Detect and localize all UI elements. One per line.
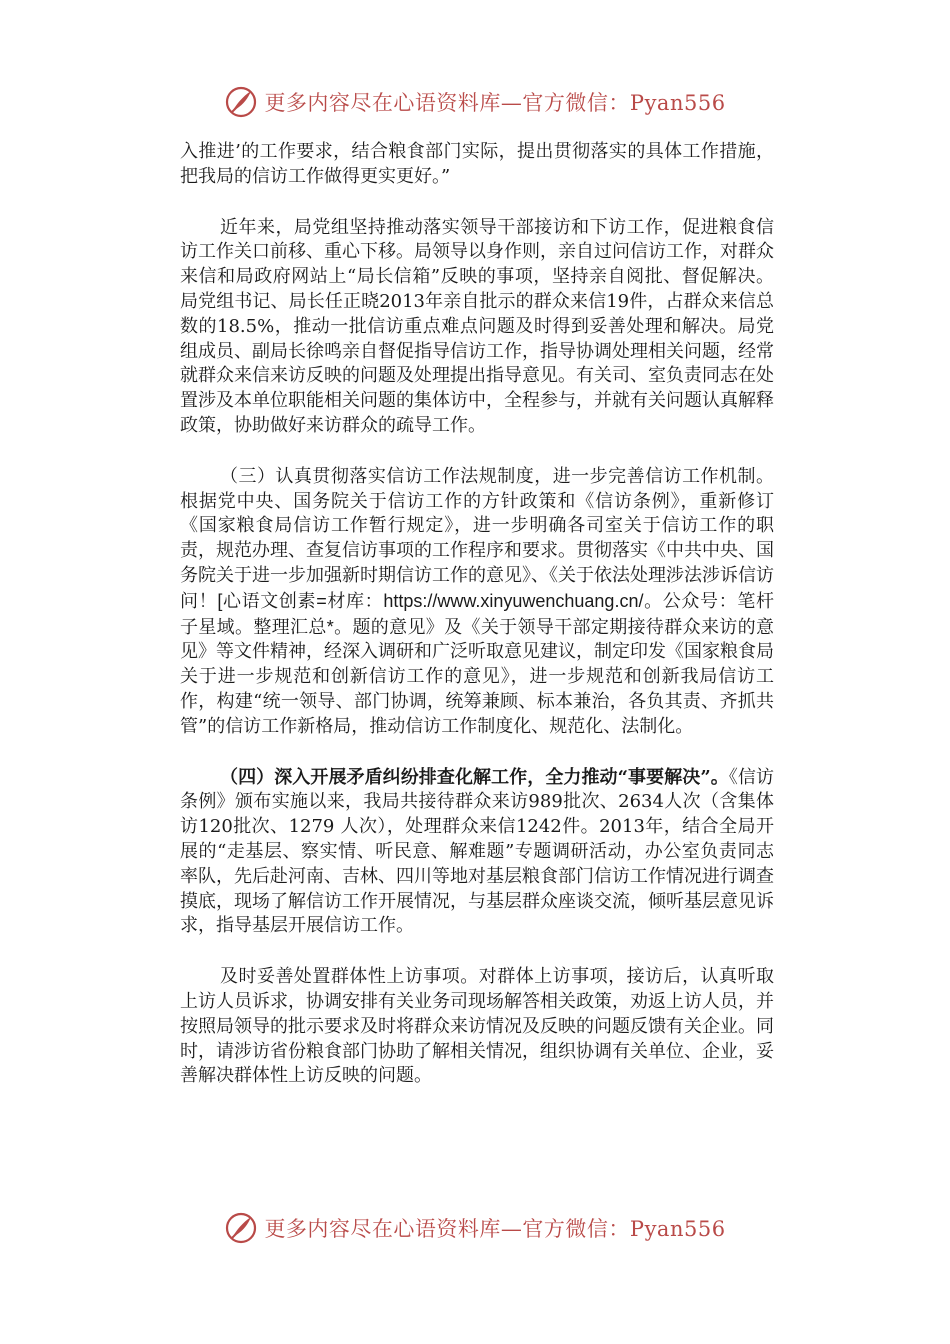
footer-banner bbox=[0, 1208, 950, 1248]
section-three-text-c: 题的意见》及《关于领导干部定期接待群众来访的意见》等文件精神，经深入调研和广泛听取意见建议，制定印发《国家粮食局关于进一步规范和创新信访工作的意见》，进一步规范和创新我局信访工作，构建“统一领导、部门协调，统筹兼顾、标本兼治，各负其责、齐抓共管”的信访工作新格局，推动信访工作制度化、规范化、法制化。 bbox=[180, 616, 774, 737]
header-banner-text: 更多内容尽在心语资料库—官方微信：Pyan556 bbox=[264, 91, 726, 115]
section-four-text: 《信访条例》颁布实施以来，我局共接待群众来访989批次、2634人次（含集体访120批次、1279 人次），处理群众来信1242件。2013年，结合全局开展的“走基层、察实情、听民意、解难题”专题调研活动，办公室负责同志率队，先后赴河南、吉林、四川等地对基层粮食部门信访工作情况进行调查摸底，现场了解信访工作开展情况，与基层群众座谈交流，倾听基层意见诉求，指导基层开展信访工作。 bbox=[180, 766, 774, 937]
paragraph-section-four bbox=[180, 766, 774, 940]
paragraph-section-three bbox=[180, 465, 774, 740]
quill-pen-logo-icon bbox=[224, 85, 258, 119]
paragraph-group-petition: 及时妥善处置群体性上访事项。对群体上访事项，接访后，认真听取上访人员诉求，协调安排有关业务司现场解答相关政策，劝返上访人员，并按照局领导的批示要求及时将群众来访情况及反映的问题反馈有关企业。同时，请涉访省份粮食部门协助了解相关情况，组织协调有关单位、企业，妥善解决群体性上访反映的问题。 bbox=[180, 966, 774, 1087]
header-banner-inner bbox=[224, 85, 725, 119]
section-three-source-note: [心语文创素=材库：https://www.xinyuwenchuang.cn/。公众号：笔杆子星域。整理汇总*。 bbox=[180, 590, 775, 637]
section-four-heading: （四）深入开展矛盾纠纷排查化解工作，全力推动“事要解决”。 bbox=[220, 766, 729, 788]
paragraph-continuation: 入推进’的工作要求，结合粮食部门实际，提出贯彻落实的具体工作措施，把我局的信访工作做得更实更好。” bbox=[180, 141, 774, 187]
document-body bbox=[180, 140, 774, 1115]
section-three-text-a: （三）认真贯彻落实信访工作法规制度，进一步完善信访工作机制。根据党中央、国务院关于信访工作的方针政策和《信访条例》，重新修订《国家粮食局信访工作暂行规定》，进一步明确各司室关于信访工作的职责，规范办理、查复信访事项的工作程序和要求。贯彻落实《中共中央、国务院关于进一步加强新时期信访工作的意见》、《关于依法处理涉法涉诉信访问！ bbox=[180, 465, 774, 612]
footer-banner-text: 更多内容尽在心语资料库—官方微信：Pyan556 bbox=[264, 1217, 726, 1241]
header-banner bbox=[0, 82, 950, 122]
quill-pen-logo-icon bbox=[224, 1211, 258, 1245]
paragraph-leader-reception: 近年来，局党组坚持推动落实领导干部接访和下访工作，促进粮食信访工作关口前移、重心下移。局领导以身作则，亲自过问信访工作，对群众来信和局政府网站上“局长信箱”反映的事项，坚持亲自阅批、督促解决。局党组书记、局长任正晓2013年亲自批示的群众来信19件，占群众来信总数的18.5%，推动一批信访重点难点问题及时得到妥善处理和解决。局党组成员、副局长徐鸣亲自督促指导信访工作，指导协调处理相关问题，经常就群众来信来访反映的问题及处理提出指导意见。有关司、室负责同志在处置涉及本单位职能相关问题的集体访中，全程参与，并就有关问题认真解释政策，协助做好来访群众的疏导工作。 bbox=[180, 216, 774, 436]
footer-banner-inner bbox=[224, 1211, 725, 1245]
